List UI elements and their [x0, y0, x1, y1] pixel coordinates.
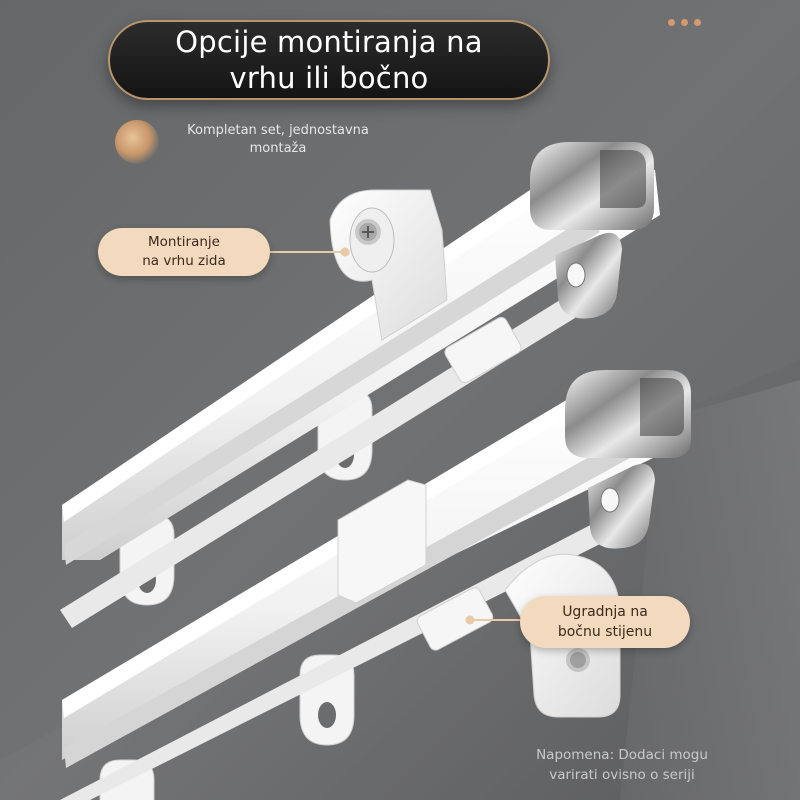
callout-side-mount	[520, 596, 690, 648]
decorative-dots	[668, 19, 701, 26]
callout-side-mount-line-1: Ugradnja na	[562, 604, 648, 620]
callout-side-mount-line-2: bočnu stijenu	[557, 624, 653, 640]
title-line-2: vrhu ili bočno	[229, 61, 429, 95]
disclaimer-note	[512, 745, 732, 785]
callout-top-mount-line-1: Montiranje	[148, 234, 220, 250]
dot-icon	[681, 19, 688, 26]
dot-icon	[694, 19, 701, 26]
note-line-2: varirati ovisno o seriji	[549, 767, 695, 783]
note-line-1: Napomena: Dodaci mogu	[536, 747, 708, 763]
dot-icon	[668, 19, 675, 26]
callout-top-mount-line-2: na vrhu zida	[142, 253, 226, 269]
callout-top-mount	[98, 228, 270, 276]
subtitle	[158, 122, 398, 158]
subtitle-line-1: Kompletan set, jednostavna	[187, 123, 369, 138]
decorative-orb	[115, 120, 159, 164]
title-line-1: Opcije montiranja na	[175, 25, 483, 59]
title-banner	[108, 20, 550, 100]
subtitle-line-2: montaža	[249, 141, 307, 156]
